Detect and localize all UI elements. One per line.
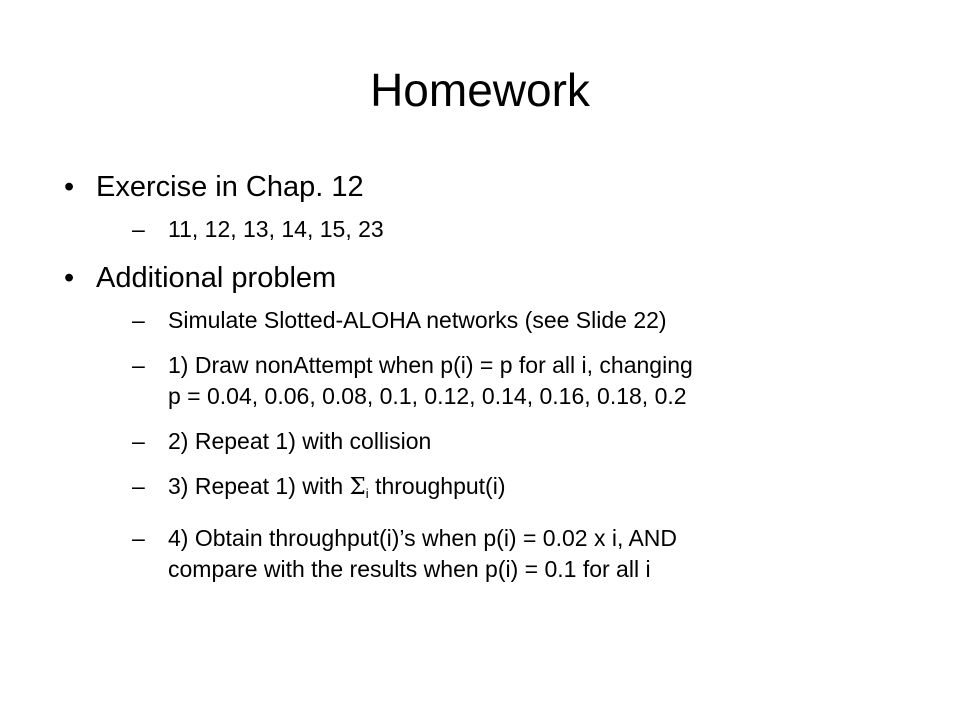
- sigma-symbol: Σ: [349, 474, 366, 500]
- dash-marker: –: [132, 307, 145, 333]
- slide-title: Homework: [370, 64, 590, 116]
- bullet-item: [64, 168, 924, 206]
- dash-marker: –: [132, 216, 145, 242]
- bullet-marker: •: [64, 262, 75, 294]
- sub-item-text: 2) Repeat 1) with collision: [168, 428, 432, 454]
- sub-item-line-1: 4) Obtain throughput(i)’s when p(i) = 0.02 x i, AND: [168, 525, 678, 551]
- sub-item-text: 11, 12, 13, 14, 15, 23: [168, 216, 384, 242]
- sub-item: [132, 426, 924, 457]
- sub-item-suffix: throughput(i): [368, 473, 506, 499]
- sigma-subscript: i: [365, 486, 369, 501]
- bullet-text: Exercise in Chap. 12: [96, 171, 364, 203]
- bullet-list: [64, 168, 924, 599]
- sub-list: [64, 305, 924, 585]
- bullet-text: Additional problem: [96, 262, 337, 294]
- sub-item: [132, 214, 924, 245]
- sub-item-prefix: 3) Repeat 1) with: [168, 473, 350, 499]
- sub-item-line-2: compare with the results when p(i) = 0.1 for all i: [168, 556, 651, 582]
- sub-item-line-2: p = 0.04, 0.06, 0.08, 0.1, 0.12, 0.14, 0.16, 0.18, 0.2: [168, 383, 687, 409]
- sub-item: [132, 350, 924, 412]
- dash-marker: –: [132, 525, 145, 551]
- bullet-marker: •: [64, 171, 75, 203]
- sub-item: [132, 523, 924, 585]
- bullet-item: [64, 259, 924, 297]
- dash-marker: –: [132, 473, 145, 499]
- sub-list: [64, 214, 924, 245]
- sub-item-text: Simulate Slotted-ALOHA networks (see Slide 22): [168, 307, 667, 333]
- dash-marker: –: [132, 352, 145, 378]
- sub-item-line-1: 1) Draw nonAttempt when p(i) = p for all i, changing: [168, 352, 693, 378]
- dash-marker: –: [132, 428, 145, 454]
- sub-item: [132, 471, 924, 509]
- sub-item: [132, 305, 924, 336]
